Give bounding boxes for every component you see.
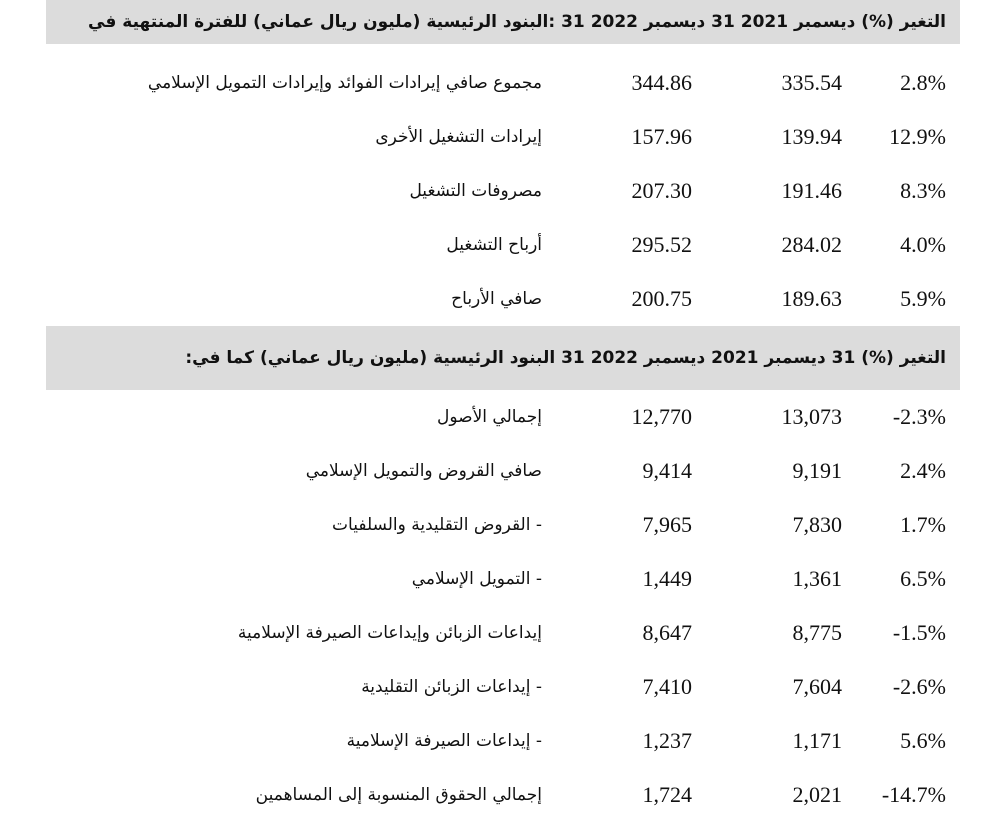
change-percent: -1.5% <box>892 620 946 645</box>
value-2021: 284.02 <box>781 232 842 257</box>
table-row <box>46 56 960 110</box>
table-row <box>46 498 960 552</box>
value-2021: 189.63 <box>781 286 842 311</box>
value-2022: 7,410 <box>642 674 692 699</box>
table-row <box>46 218 960 272</box>
value-2021: 191.46 <box>781 178 842 203</box>
change-percent: -2.6% <box>892 674 946 699</box>
value-2021: 7,830 <box>792 512 842 537</box>
table-row <box>46 660 960 714</box>
value-2022: 7,965 <box>642 512 692 537</box>
value-2021: 1,361 <box>792 566 842 591</box>
row-label: - التمويل الإسلامي <box>411 569 542 589</box>
section-header-balance <box>46 326 960 390</box>
table-row <box>46 768 960 822</box>
value-2021: 2,021 <box>792 782 842 807</box>
change-percent: 5.9% <box>900 286 946 311</box>
change-percent: 1.7% <box>900 512 946 537</box>
change-percent: 5.6% <box>900 728 946 753</box>
value-2021: 7,604 <box>792 674 842 699</box>
row-label: صافي القروض والتمويل الإسلامي <box>305 461 542 481</box>
value-2021: 13,073 <box>781 404 842 429</box>
row-label: - إيداعات الزبائن التقليدية <box>361 677 542 697</box>
value-2022: 8,647 <box>642 620 692 645</box>
value-2022: 1,724 <box>642 782 692 807</box>
value-2022: 12,770 <box>631 404 692 429</box>
table-row <box>46 272 960 326</box>
table-row <box>46 164 960 218</box>
value-2022: 207.30 <box>631 178 692 203</box>
table-row <box>46 444 960 498</box>
table-row <box>46 390 960 444</box>
value-2022: 200.75 <box>631 286 692 311</box>
row-label: إجمالي الأصول <box>437 407 542 427</box>
row-label: إيداعات الزبائن وإيداعات الصيرفة الإسلامية <box>237 623 542 643</box>
value-2021: 335.54 <box>781 70 842 95</box>
change-percent: -2.3% <box>892 404 946 429</box>
table-row <box>46 110 960 164</box>
value-2021: 1,171 <box>792 728 842 753</box>
value-2022: 295.52 <box>631 232 692 257</box>
change-percent: 8.3% <box>900 178 946 203</box>
section-header-income <box>46 0 960 44</box>
section-header-income-text: التغير (%) ديسمبر 2021 31 ديسمبر 2022 31 :البنود الرئيسية (مليون ريال عماني) للفترة المنتهية في <box>88 12 946 32</box>
row-label: - القروض التقليدية والسلفيات <box>332 515 542 535</box>
change-percent: 2.4% <box>900 458 946 483</box>
change-percent: -14.7% <box>881 782 946 807</box>
row-label: صافي الأرباح <box>451 289 542 309</box>
value-2022: 1,237 <box>642 728 692 753</box>
table-row <box>46 714 960 768</box>
change-percent: 6.5% <box>900 566 946 591</box>
table-row <box>46 552 960 606</box>
section-header-balance-text: التغير (%) 31 ديسمبر 2021 ديسمبر 2022 31 البنود الرئيسية (مليون ريال عماني) كما في: <box>185 348 946 368</box>
row-label: إيرادات التشغيل الأخرى <box>375 127 542 147</box>
value-2021: 8,775 <box>792 620 842 645</box>
row-label: أرباح التشغيل <box>446 235 542 255</box>
value-2022: 344.86 <box>631 70 692 95</box>
row-label: مجموع صافي إيرادات الفوائد وإيرادات التمويل الإسلامي <box>147 73 542 93</box>
value-2021: 139.94 <box>781 124 842 149</box>
row-label: إجمالي الحقوق المنسوبة إلى المساهمين <box>255 785 542 805</box>
change-percent: 4.0% <box>900 232 946 257</box>
value-2022: 1,449 <box>642 566 692 591</box>
value-2022: 9,414 <box>642 458 692 483</box>
table-row <box>46 606 960 660</box>
change-percent: 12.9% <box>889 124 946 149</box>
row-label: - إيداعات الصيرفة الإسلامية <box>346 731 542 751</box>
value-2022: 157.96 <box>631 124 692 149</box>
change-percent: 2.8% <box>900 70 946 95</box>
value-2021: 9,191 <box>792 458 842 483</box>
row-label: مصروفات التشغيل <box>409 181 542 201</box>
